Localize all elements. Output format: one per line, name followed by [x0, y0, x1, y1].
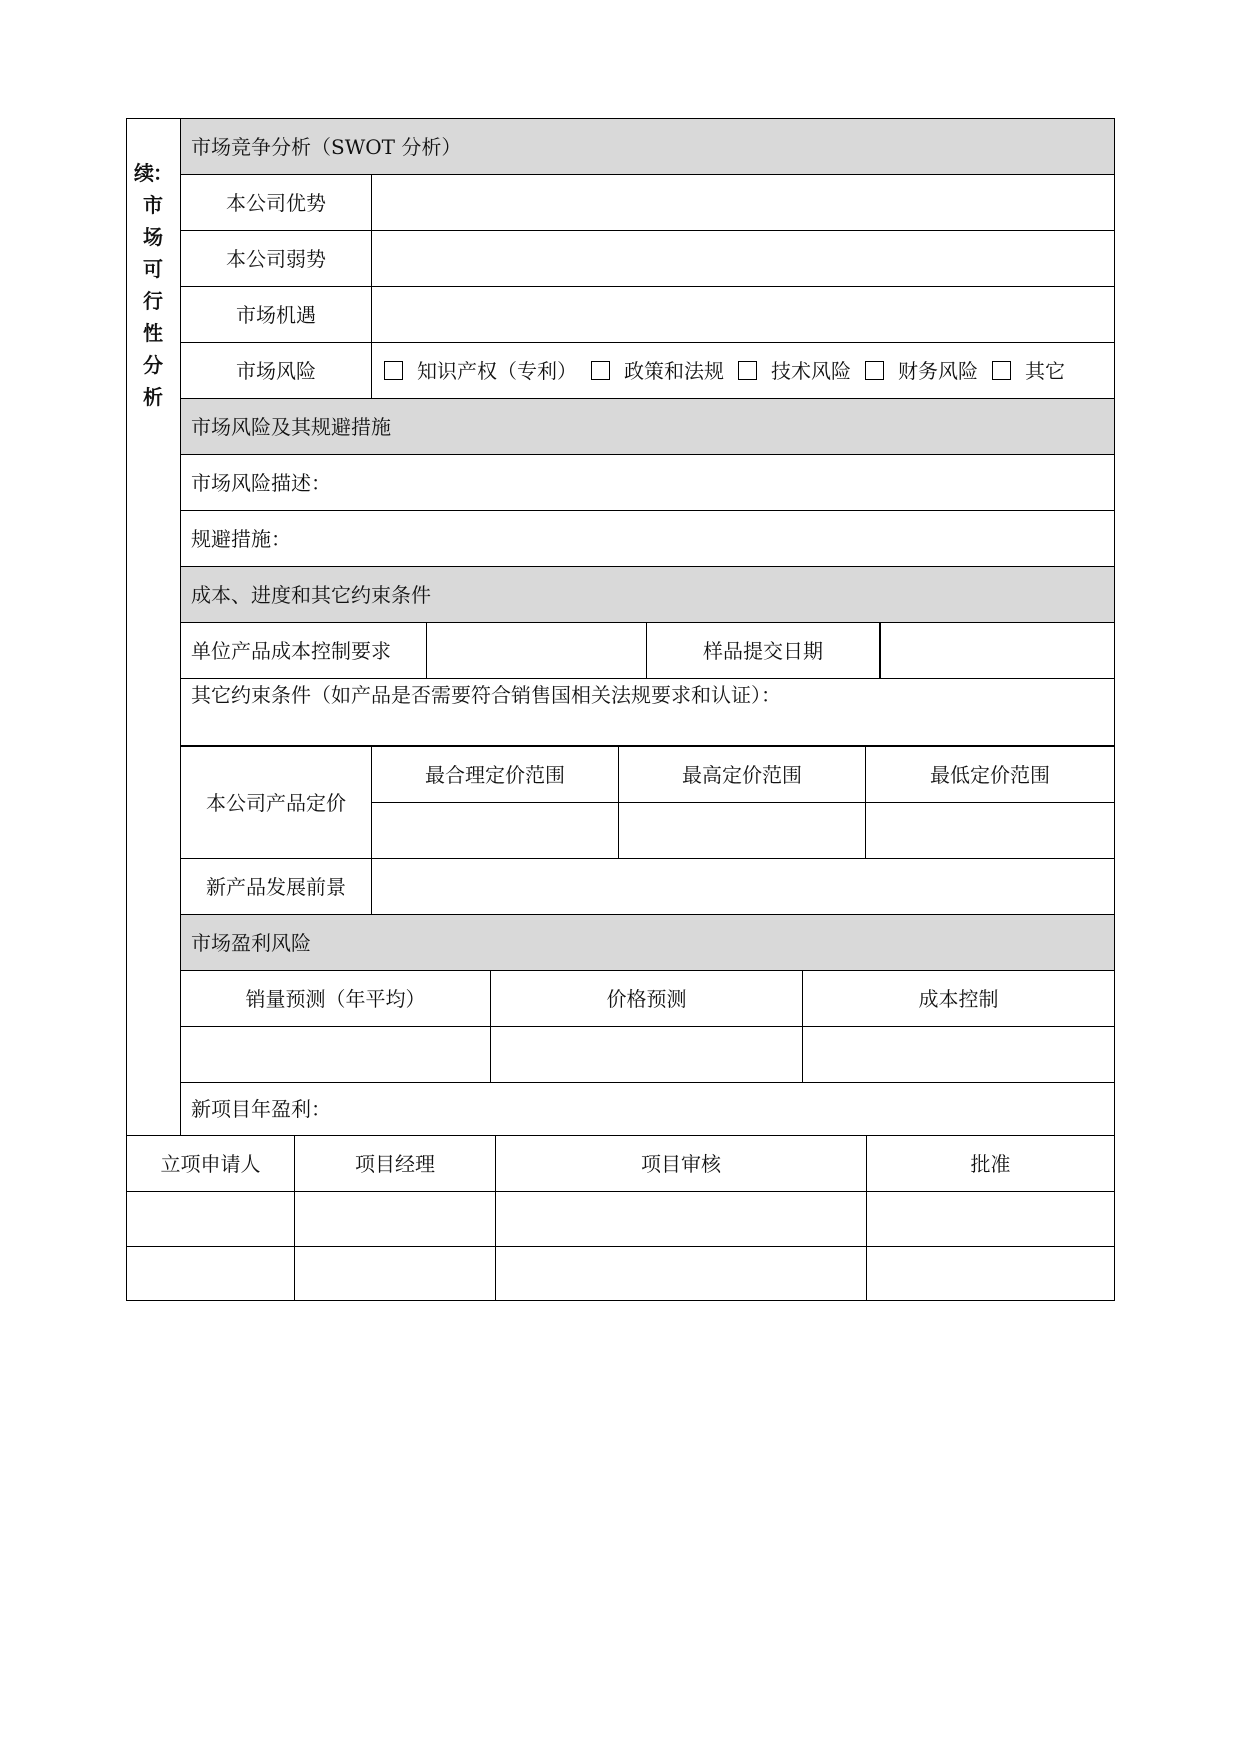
risk-option-finance[interactable] — [865, 359, 978, 383]
avoidance-measures-field[interactable] — [181, 511, 1114, 566]
risk-option-label: 其它 — [1025, 358, 1065, 383]
risk-option-label: 政策和法规 — [624, 358, 724, 383]
highest-price-label — [619, 747, 865, 802]
sample-date-label — [647, 623, 879, 678]
side-title-column — [127, 119, 181, 1135]
approve-date-field[interactable] — [867, 1247, 1114, 1300]
profit-risk-header-text: 市场盈利风险 — [191, 930, 311, 955]
sample-date-label-text: 样品提交日期 — [703, 638, 823, 663]
lowest-price-field[interactable] — [866, 803, 1114, 858]
risk-option-policy[interactable] — [591, 359, 724, 383]
market-risk-label-text: 市场风险 — [236, 358, 316, 383]
side-title — [133, 157, 173, 413]
applicant-label-text: 立项申请人 — [160, 1151, 261, 1176]
risk-option-tech[interactable] — [738, 359, 851, 383]
risk-description-field[interactable] — [181, 455, 1114, 510]
manager-date-field[interactable] — [295, 1247, 495, 1300]
market-risk-options — [372, 343, 1114, 398]
avoidance-measures-label: 规避措施： — [191, 526, 291, 551]
other-constraints-field[interactable] — [181, 679, 1114, 745]
risk-option-label: 知识产权（专利） — [417, 358, 577, 383]
applicant-signature-field[interactable] — [127, 1192, 294, 1246]
checkbox-icon[interactable] — [865, 361, 884, 380]
sales-forecast-label-text: 销量预测（年平均） — [245, 986, 426, 1011]
constraints-header-text: 成本、进度和其它约束条件 — [191, 582, 431, 607]
checkbox-icon[interactable] — [384, 361, 403, 380]
lowest-price-label — [866, 747, 1114, 802]
pricing-label — [181, 747, 371, 858]
cost-control-label-text: 成本控制 — [918, 986, 999, 1011]
reasonable-price-label — [372, 747, 618, 802]
swot-section-header — [181, 119, 1114, 174]
swot-header-text: 市场竞争分析（SWOT 分析） — [191, 134, 462, 159]
checkbox-icon[interactable] — [992, 361, 1011, 380]
market-risk-label — [181, 343, 371, 398]
approve-label-text: 批准 — [970, 1151, 1011, 1176]
applicant-date-field[interactable] — [127, 1247, 294, 1300]
highest-price-label-text: 最高定价范围 — [682, 762, 802, 787]
opportunities-field[interactable] — [372, 287, 1114, 342]
side-title-char: 续： — [134, 161, 172, 185]
approve-signature-field[interactable] — [867, 1192, 1114, 1246]
cost-control-label — [803, 971, 1114, 1026]
market-feasibility-form — [126, 118, 1115, 1301]
project-manager-label — [295, 1136, 495, 1191]
risk-measures-header — [181, 399, 1114, 454]
side-title-char: 市 — [143, 193, 163, 217]
risk-option-label: 技术风险 — [771, 358, 851, 383]
prospect-label — [181, 859, 371, 914]
sales-forecast-field[interactable] — [181, 1027, 490, 1082]
review-signature-field[interactable] — [496, 1192, 866, 1246]
reasonable-price-label-text: 最合理定价范围 — [425, 762, 565, 787]
strengths-label-text: 本公司优势 — [226, 190, 326, 215]
risk-description-label: 市场风险描述： — [191, 470, 331, 495]
pricing-label-text: 本公司产品定价 — [206, 790, 346, 815]
project-manager-label-text: 项目经理 — [355, 1151, 435, 1176]
side-title-char: 行 — [143, 289, 163, 313]
side-title-char: 析 — [143, 385, 163, 409]
unit-cost-label-text: 单位产品成本控制要求 — [191, 638, 391, 663]
annual-profit-field[interactable] — [181, 1083, 1114, 1135]
project-review-label — [496, 1136, 866, 1191]
applicant-label — [127, 1136, 294, 1191]
side-title-char: 场 — [143, 225, 163, 249]
side-title-char: 分 — [143, 353, 163, 377]
opportunities-label — [181, 287, 371, 342]
lowest-price-label-text: 最低定价范围 — [930, 762, 1050, 787]
price-forecast-label-text: 价格预测 — [606, 986, 687, 1011]
weaknesses-field[interactable] — [372, 231, 1114, 286]
prospect-field[interactable] — [372, 859, 1114, 914]
manager-signature-field[interactable] — [295, 1192, 495, 1246]
risk-option-other[interactable] — [992, 359, 1065, 383]
unit-cost-label — [181, 623, 426, 678]
annual-profit-label: 新项目年盈利： — [191, 1097, 331, 1121]
opportunities-label-text: 市场机遇 — [236, 302, 316, 327]
constraints-header — [181, 567, 1114, 622]
sample-date-field[interactable] — [881, 623, 1114, 678]
weaknesses-label — [181, 231, 371, 286]
risk-measures-header-text: 市场风险及其规避措施 — [191, 414, 391, 439]
highest-price-field[interactable] — [619, 803, 865, 858]
project-review-label-text: 项目审核 — [641, 1151, 721, 1176]
checkbox-icon[interactable] — [738, 361, 757, 380]
other-constraints-label: 其它约束条件（如产品是否需要符合销售国相关法规要求和认证）： — [191, 683, 781, 707]
weaknesses-label-text: 本公司弱势 — [226, 246, 326, 271]
risk-option-ip[interactable] — [384, 359, 577, 383]
side-title-char: 可 — [143, 257, 163, 281]
cost-control-field[interactable] — [803, 1027, 1114, 1082]
reasonable-price-field[interactable] — [372, 803, 618, 858]
strengths-label — [181, 175, 371, 230]
approve-label — [867, 1136, 1114, 1191]
unit-cost-field[interactable] — [427, 623, 646, 678]
price-forecast-field[interactable] — [491, 1027, 802, 1082]
review-date-field[interactable] — [496, 1247, 866, 1300]
risk-option-label: 财务风险 — [898, 358, 978, 383]
sales-forecast-label — [181, 971, 490, 1026]
price-forecast-label — [491, 971, 802, 1026]
prospect-label-text: 新产品发展前景 — [206, 874, 346, 899]
profit-risk-header — [181, 915, 1114, 970]
checkbox-icon[interactable] — [591, 361, 610, 380]
strengths-field[interactable] — [372, 175, 1114, 230]
side-title-char: 性 — [143, 321, 163, 345]
